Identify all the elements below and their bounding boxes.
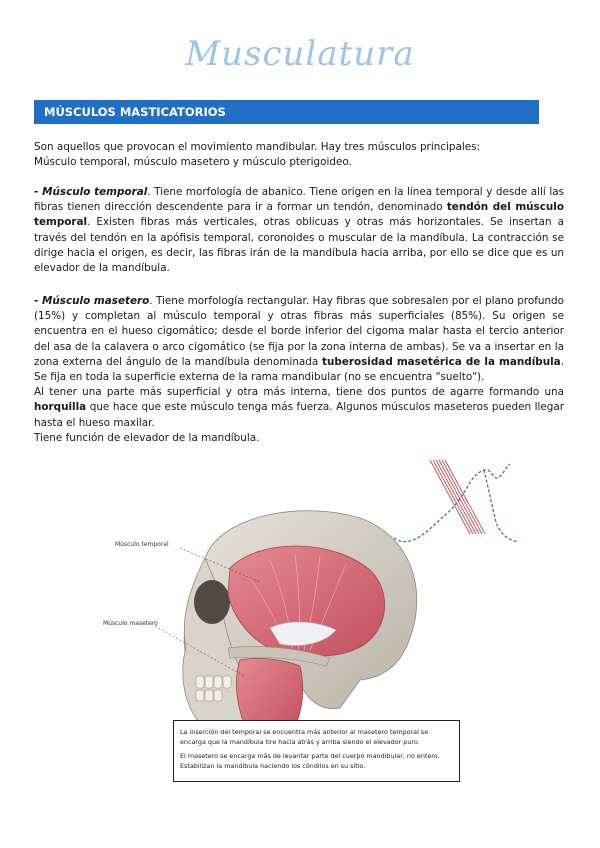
masetero-bold-term: tuberosidad masetérica de la mandíbula [322,355,561,368]
masetero-para2-a: Al tener una parte más superficial y otra más interna, tiene dos puntos de agarre formando una [34,386,564,399]
masetero-paragraph [34,294,564,446]
masetero-text-b: . Se fija en toda la superficie externa de la rama mandibular (no se encuentra "suelto"). [34,355,564,384]
masetero-para2-b: que hace que este músculo tenga más fuerza. Algunos músculos maseteros pueden llegar hasta el hueso maxilar. [34,401,564,429]
masetero-text-a: . Tiene morfología rectangular. Hay fibras que sobresalen por el plano profundo (15%) y completan al músculo temporal y otras fibras más superficiales (85%). Su origen se encuentra en el hueso cigomático; desde el borde inferior del cigoma malar hasta el tercio anterior del asa de la calavera o arco cigomático (se fija por la zona interna de ambas). Se va a insertar en la zona externa del ángulo de la mandíbula denominada [34,295,564,368]
mandible-ramus [484,470,518,542]
label-temporal: Músculo temporal [115,541,169,548]
temporal-text-b: . Existen fibras más verticales, otras oblicuas y otras más horizontales. Se insertan a través del tendón en la apófisis temporal, coronoides o muscular de la mandíbula. La contracción se dirige hacia el origen, es decir, las fibras irán de la mandíbula hacia arriba, por ello se dice que es un elevador de la mandíbula. [34,216,564,275]
temporal-text-a: . Tiene morfología de abanico. Tiene origen en la línea temporal y desde allí las fibras tienen dirección descendente para ir a formar un tendón, denominado [34,186,565,214]
intro-line-2: Músculo temporal, músculo masetero y músculo pterigoideo. [34,156,352,169]
caption-line-1: La inserción del temporal se encuentra más anterior al masetero temporal se encarga que la mandíbula tire hacia atrás y arriba siendo el elevador puro. [180,728,429,746]
masetero-dash: - [34,295,43,307]
masetero-para2-bold: horquilla [34,401,87,414]
section-heading-banner: MÚSCULOS MASTICATORIOS [34,100,539,124]
masetero-para3: Tiene función de elevador de la mandíbula. [34,431,260,444]
page-title: Musculatura [185,34,415,74]
intro-paragraph [34,140,564,170]
caption-line-2: El masetero se encarga más de levantar parte del cuerpo mandibular, no entero. Estabilizan la mandíbula haciendo los cóndilos en su sitio. [180,752,440,770]
temporal-paragraph [34,185,564,276]
temporal-dash: - [34,186,43,198]
orbit [194,580,230,624]
skull-muscles-illustration [110,498,440,750]
intro-line-1: Son aquellos que provocan el movimiento mandibular. Hay tres músculos principales: [34,141,481,153]
temporal-name: Músculo temporal [42,186,148,198]
masetero-name: Músculo masetero [42,295,150,307]
label-masetero: Músculo masetero [103,620,158,627]
temporal-bold-term: tendón del músculo temporal [34,201,564,229]
figure-caption-box [173,720,460,782]
